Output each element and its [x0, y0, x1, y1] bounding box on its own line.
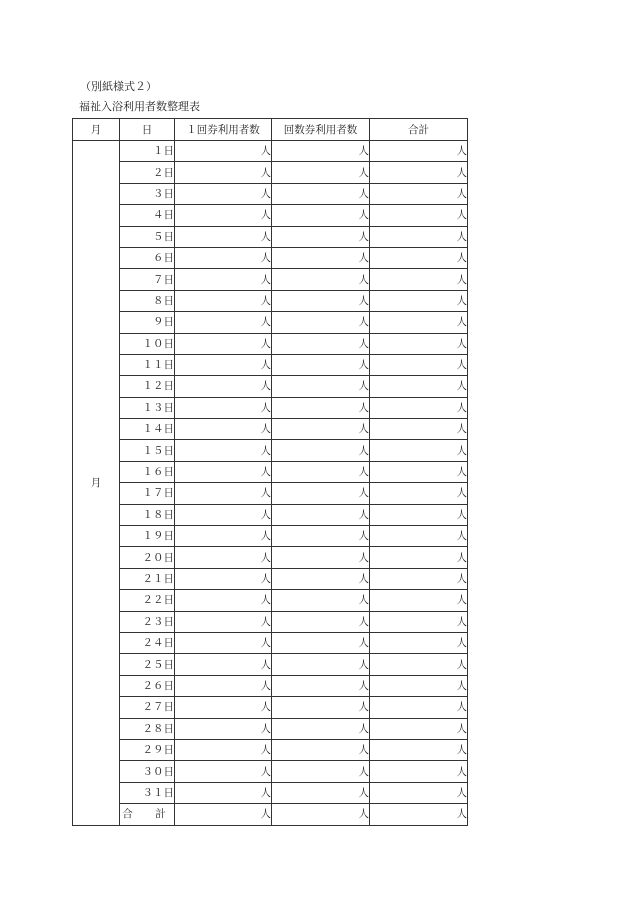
- single-ticket-count-cell: 人: [175, 504, 272, 525]
- single-ticket-count-cell: 人: [175, 568, 272, 589]
- table-row: [73, 718, 468, 739]
- day-label: ６日: [120, 247, 175, 268]
- total-count-cell: 人: [370, 739, 468, 760]
- table-row: [73, 483, 468, 504]
- total-count-cell: 人: [370, 611, 468, 632]
- total-row: [73, 804, 468, 825]
- coupon-ticket-count-cell: 人: [272, 675, 370, 696]
- total-count-cell: 人: [370, 675, 468, 696]
- coupon-ticket-count-cell: 人: [272, 611, 370, 632]
- table-row: [73, 397, 468, 418]
- single-ticket-count-cell: 人: [175, 226, 272, 247]
- table-row: [73, 611, 468, 632]
- single-ticket-count-cell: 人: [175, 162, 272, 183]
- single-ticket-count-cell: 人: [175, 782, 272, 803]
- total-count-cell: 人: [370, 654, 468, 675]
- total-count-cell: 人: [370, 397, 468, 418]
- day-label: ４日: [120, 205, 175, 226]
- table-row: [73, 504, 468, 525]
- table-row: [73, 654, 468, 675]
- day-label: ８日: [120, 290, 175, 311]
- coupon-ticket-count-cell: 人: [272, 761, 370, 782]
- table-row: [73, 226, 468, 247]
- coupon-ticket-count-cell: 人: [272, 568, 370, 589]
- table-row: [73, 526, 468, 547]
- table-row: [73, 247, 468, 268]
- coupon-ticket-count-cell: 人: [272, 183, 370, 204]
- day-label: ２８日: [120, 718, 175, 739]
- single-ticket-count-cell: 人: [175, 718, 272, 739]
- single-ticket-count-cell: 人: [175, 312, 272, 333]
- coupon-ticket-count-cell: 人: [272, 141, 370, 162]
- single-ticket-count-cell: 人: [175, 354, 272, 375]
- day-label: ２４日: [120, 632, 175, 653]
- table-row: [73, 568, 468, 589]
- month-cell: 月: [73, 141, 120, 826]
- day-label: ２０日: [120, 547, 175, 568]
- day-label: ２５日: [120, 654, 175, 675]
- table-row: [73, 461, 468, 482]
- total-count-cell: 人: [370, 782, 468, 803]
- total-count-cell: 人: [370, 697, 468, 718]
- table-row: [73, 675, 468, 696]
- table-header-row: [73, 119, 468, 141]
- table-row: [73, 590, 468, 611]
- day-label: ２９日: [120, 739, 175, 760]
- single-ticket-count-cell: 人: [175, 290, 272, 311]
- coupon-ticket-count-cell: 人: [272, 739, 370, 760]
- header-total: 合計: [370, 119, 468, 141]
- coupon-ticket-count-cell: 人: [272, 526, 370, 547]
- coupon-ticket-count-cell: 人: [272, 226, 370, 247]
- single-ticket-count-cell: 人: [175, 547, 272, 568]
- single-ticket-count-cell: 人: [175, 333, 272, 354]
- total-count-cell: 人: [370, 718, 468, 739]
- day-label: ７日: [120, 269, 175, 290]
- table-row: [73, 632, 468, 653]
- table-row: [73, 312, 468, 333]
- day-label: ２１日: [120, 568, 175, 589]
- coupon-ticket-count-cell: 人: [272, 782, 370, 803]
- total-count-cell: 人: [370, 183, 468, 204]
- single-ticket-count-cell: 人: [175, 141, 272, 162]
- day-label: ２日: [120, 162, 175, 183]
- day-label: １９日: [120, 526, 175, 547]
- table-row: [73, 761, 468, 782]
- day-label: １２日: [120, 376, 175, 397]
- usage-summary-table: [72, 118, 468, 826]
- table-row: [73, 205, 468, 226]
- single-ticket-count-cell: 人: [175, 419, 272, 440]
- coupon-ticket-count-cell: 人: [272, 504, 370, 525]
- coupon-ticket-count-cell: 人: [272, 590, 370, 611]
- day-label: ３１日: [120, 782, 175, 803]
- day-label: ２３日: [120, 611, 175, 632]
- form-number-label: （別紙様式２）: [80, 80, 157, 93]
- table-row: [73, 376, 468, 397]
- single-ticket-count-cell: 人: [175, 611, 272, 632]
- day-label: １１日: [120, 354, 175, 375]
- coupon-ticket-count-cell: 人: [272, 461, 370, 482]
- header-day: 日: [120, 119, 175, 141]
- single-ticket-count-cell: 人: [175, 761, 272, 782]
- total-count-cell: 人: [370, 312, 468, 333]
- day-label: ３０日: [120, 761, 175, 782]
- coupon-ticket-count-cell: 人: [272, 654, 370, 675]
- day-label: ５日: [120, 226, 175, 247]
- total-count-cell: 人: [370, 333, 468, 354]
- total-count-cell: 人: [370, 226, 468, 247]
- coupon-ticket-count-cell: 人: [272, 312, 370, 333]
- total-count-cell: 人: [370, 568, 468, 589]
- table-row: [73, 547, 468, 568]
- table-row: [73, 141, 468, 162]
- total-row-label: 合 計: [120, 804, 175, 825]
- day-label: １日: [120, 141, 175, 162]
- table-row: [73, 354, 468, 375]
- total-count-cell: 人: [370, 526, 468, 547]
- single-ticket-count-cell: 人: [175, 440, 272, 461]
- coupon-ticket-count-cell: 人: [272, 632, 370, 653]
- table-row: [73, 333, 468, 354]
- coupon-ticket-count-cell: 人: [272, 333, 370, 354]
- total-count-cell: 人: [370, 247, 468, 268]
- table-row: [73, 290, 468, 311]
- coupon-ticket-count-cell: 人: [272, 397, 370, 418]
- total-count-cell: 人: [370, 162, 468, 183]
- table-row: [73, 782, 468, 803]
- total-count-cell: 人: [370, 504, 468, 525]
- total-count-cell: 人: [370, 290, 468, 311]
- single-ticket-count-cell: 人: [175, 697, 272, 718]
- single-ticket-count-cell: 人: [175, 654, 272, 675]
- coupon-ticket-count-cell: 人: [272, 290, 370, 311]
- single-ticket-count-cell: 人: [175, 590, 272, 611]
- header-single-ticket-users: １回券利用者数: [175, 119, 272, 141]
- grand-total-cell: 人: [370, 804, 468, 825]
- single-ticket-count-cell: 人: [175, 205, 272, 226]
- day-label: １０日: [120, 333, 175, 354]
- single-ticket-count-cell: 人: [175, 483, 272, 504]
- day-label: ９日: [120, 312, 175, 333]
- table-body: [73, 141, 468, 826]
- total-count-cell: 人: [370, 590, 468, 611]
- day-label: ２２日: [120, 590, 175, 611]
- coupon-ticket-count-cell: 人: [272, 205, 370, 226]
- coupon-ticket-count-cell: 人: [272, 440, 370, 461]
- coupon-ticket-total-cell: 人: [272, 804, 370, 825]
- single-ticket-count-cell: 人: [175, 526, 272, 547]
- day-label: ３日: [120, 183, 175, 204]
- table-row: [73, 697, 468, 718]
- total-count-cell: 人: [370, 761, 468, 782]
- table-row: [73, 183, 468, 204]
- coupon-ticket-count-cell: 人: [272, 483, 370, 504]
- total-count-cell: 人: [370, 440, 468, 461]
- coupon-ticket-count-cell: 人: [272, 247, 370, 268]
- day-label: １３日: [120, 397, 175, 418]
- coupon-ticket-count-cell: 人: [272, 547, 370, 568]
- day-label: ２７日: [120, 697, 175, 718]
- table-row: [73, 419, 468, 440]
- day-label: １４日: [120, 419, 175, 440]
- coupon-ticket-count-cell: 人: [272, 269, 370, 290]
- single-ticket-count-cell: 人: [175, 376, 272, 397]
- day-label: １８日: [120, 504, 175, 525]
- single-ticket-count-cell: 人: [175, 675, 272, 696]
- coupon-ticket-count-cell: 人: [272, 354, 370, 375]
- single-ticket-count-cell: 人: [175, 269, 272, 290]
- single-ticket-count-cell: 人: [175, 632, 272, 653]
- single-ticket-total-cell: 人: [175, 804, 272, 825]
- table-row: [73, 269, 468, 290]
- coupon-ticket-count-cell: 人: [272, 162, 370, 183]
- total-count-cell: 人: [370, 269, 468, 290]
- total-count-cell: 人: [370, 141, 468, 162]
- coupon-ticket-count-cell: 人: [272, 697, 370, 718]
- total-count-cell: 人: [370, 376, 468, 397]
- total-count-cell: 人: [370, 483, 468, 504]
- header-coupon-ticket-users: 回数券利用者数: [272, 119, 370, 141]
- day-label: １７日: [120, 483, 175, 504]
- coupon-ticket-count-cell: 人: [272, 376, 370, 397]
- day-label: ２６日: [120, 675, 175, 696]
- total-count-cell: 人: [370, 205, 468, 226]
- total-count-cell: 人: [370, 461, 468, 482]
- single-ticket-count-cell: 人: [175, 739, 272, 760]
- header-month: 月: [73, 119, 120, 141]
- total-count-cell: 人: [370, 354, 468, 375]
- total-count-cell: 人: [370, 547, 468, 568]
- single-ticket-count-cell: 人: [175, 461, 272, 482]
- single-ticket-count-cell: 人: [175, 247, 272, 268]
- table-row: [73, 739, 468, 760]
- table-row: [73, 162, 468, 183]
- day-label: １６日: [120, 461, 175, 482]
- single-ticket-count-cell: 人: [175, 397, 272, 418]
- total-count-cell: 人: [370, 419, 468, 440]
- total-count-cell: 人: [370, 632, 468, 653]
- coupon-ticket-count-cell: 人: [272, 718, 370, 739]
- document-title: 福祉入浴利用者数整理表: [79, 100, 200, 113]
- single-ticket-count-cell: 人: [175, 183, 272, 204]
- table-row: [73, 440, 468, 461]
- day-label: １５日: [120, 440, 175, 461]
- coupon-ticket-count-cell: 人: [272, 419, 370, 440]
